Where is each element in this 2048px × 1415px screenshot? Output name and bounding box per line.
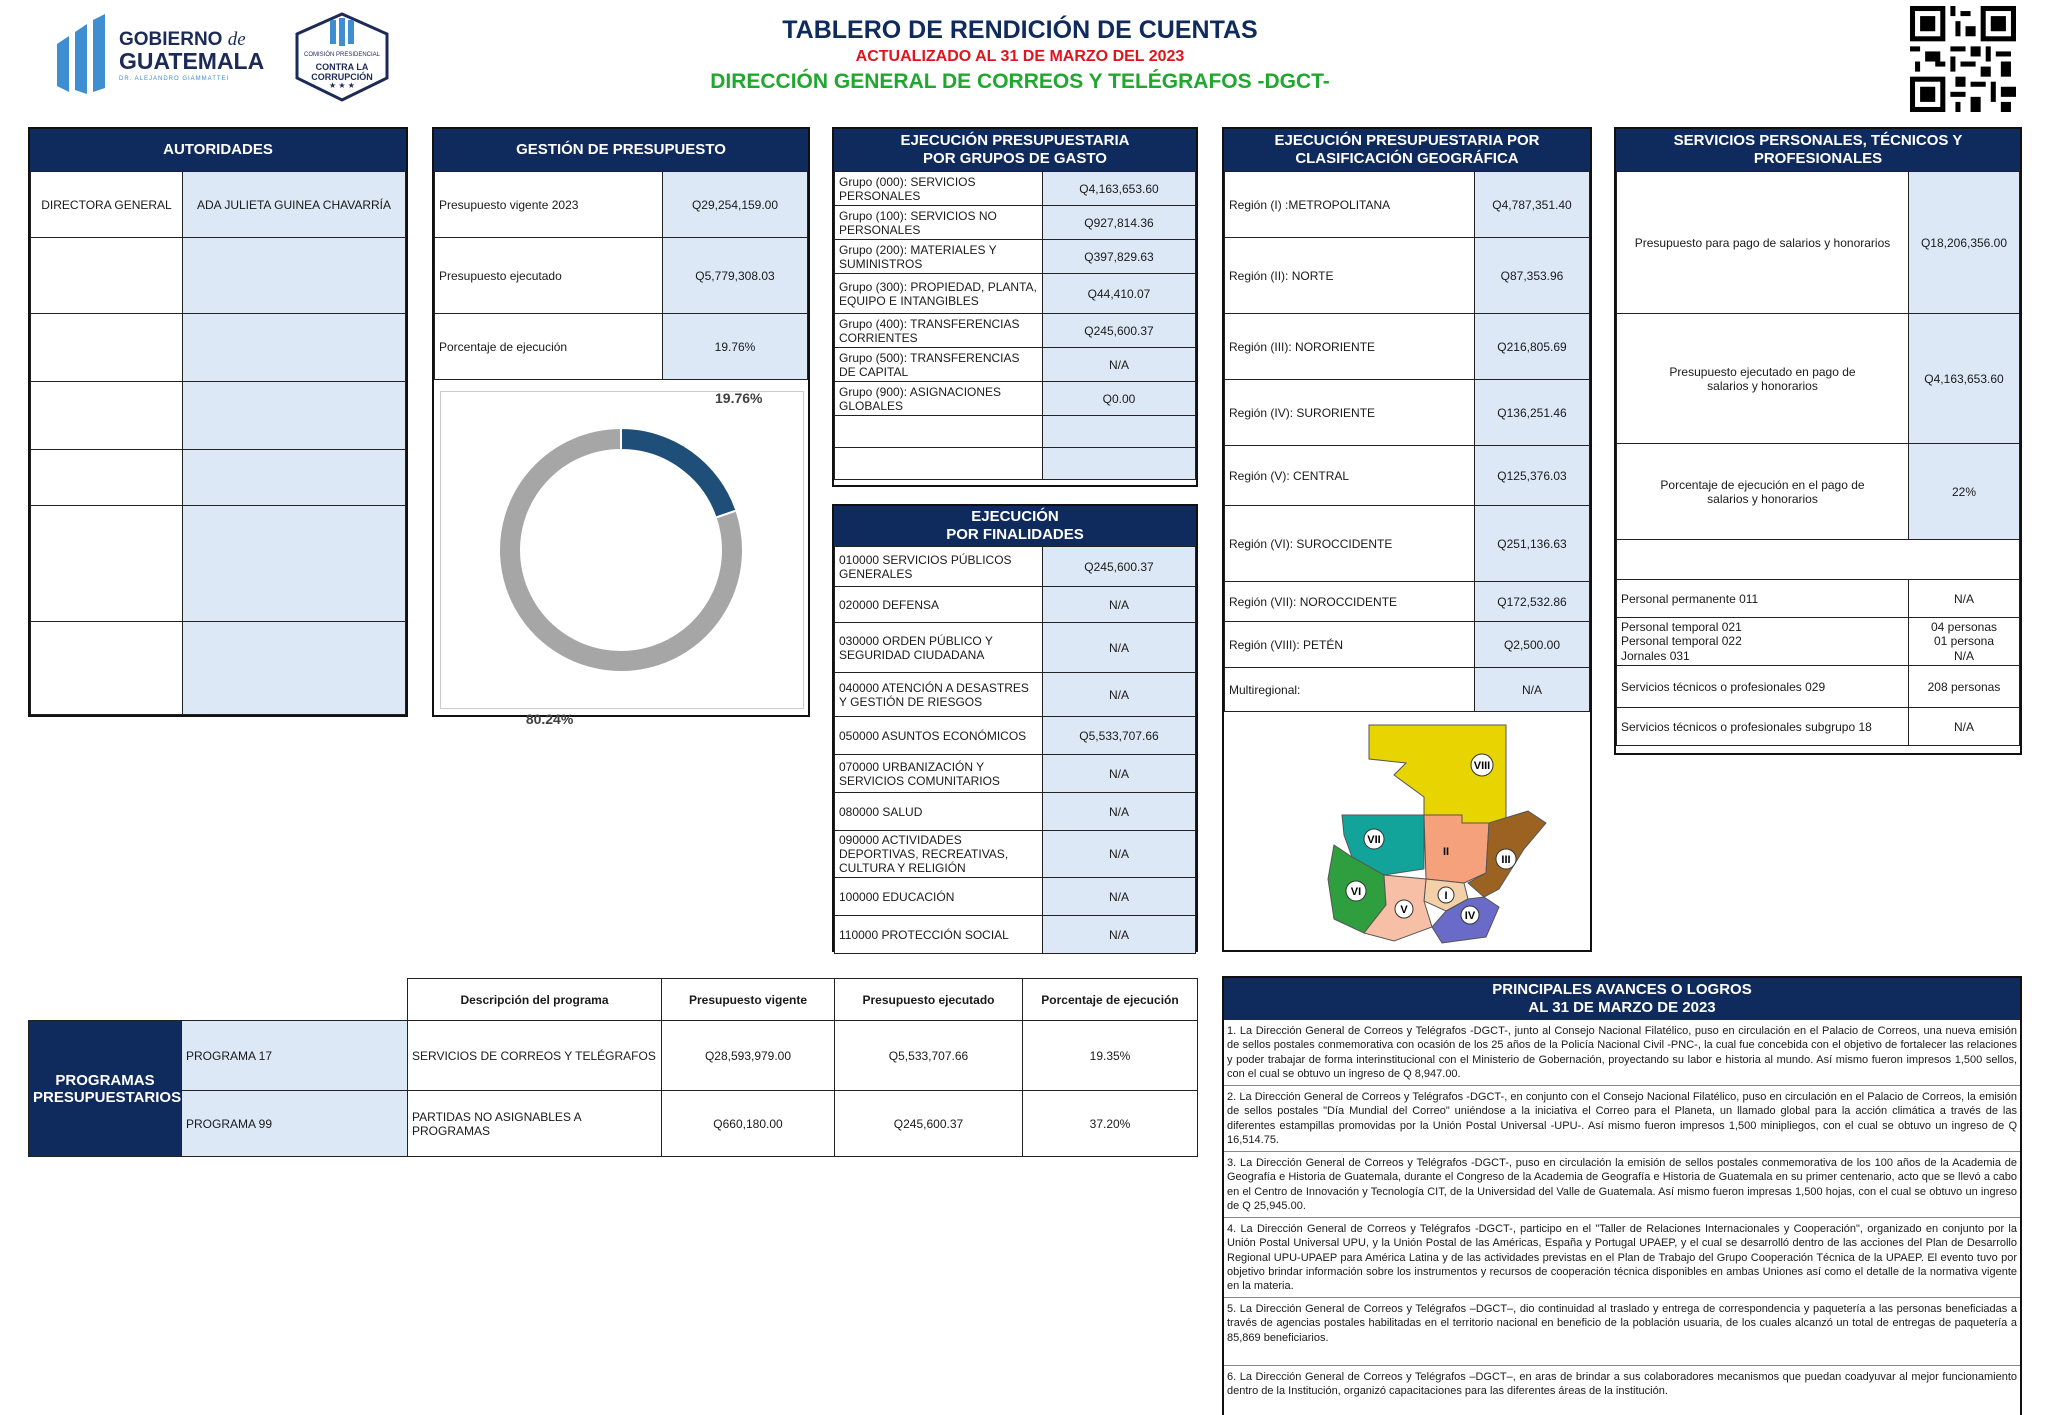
autoridades-table xyxy=(30,171,406,715)
geografica-table xyxy=(1224,171,1590,712)
logro-item: 1. La Dirección General de Correos y Telégrafos -DGCT-, junto al Consejo Nacional Filatélico, puso en circulación en el Palacio de Correos, una nueva emisión de sellos postales conmemorativa con ocasión de los 25 años de la Policía Nacional Civil -PNC-, la cual fue concebida con el objetivo de fortalecer las relaciones y poder trabajar de forma interinstitucional con el Ministerio de Gobernación, proyectando su labor e historia al mundo. Así mismo fueron impresos 1,500 sellos, con el cual se obtuvo un ingreso de Q 8,947.00. xyxy=(1224,1020,2020,1086)
servicio-label: Porcentaje de ejecución en el pago de salarios y honorarios xyxy=(1617,444,1909,540)
donut-slice-0 xyxy=(621,428,736,518)
autoridades-panel xyxy=(28,127,408,717)
presupuesto-value: 19.76% xyxy=(663,314,808,380)
logros-title: PRINCIPALES AVANCES O LOGROS AL 31 DE MARZO DE 2023 xyxy=(1224,978,2020,1020)
gasto-label: Grupo (500): TRANSFERENCIAS DE CAPITAL xyxy=(835,348,1043,382)
guatemala-regions-map xyxy=(1274,719,1574,959)
programas-section xyxy=(28,978,1198,1156)
presupuesto-table xyxy=(434,171,808,380)
region-label: Región (III): NORORIENTE xyxy=(1225,314,1475,380)
logros-panel xyxy=(1222,976,2022,1415)
table-row xyxy=(835,623,1196,673)
finalidad-label: 020000 DEFENSA xyxy=(835,587,1043,623)
staff-value: 04 personas 01 persona N/A xyxy=(1909,618,2020,666)
autoridades-title: AUTORIDADES xyxy=(30,129,406,171)
column-header: Descripción del programa xyxy=(408,979,662,1021)
table-row xyxy=(835,673,1196,717)
table-row xyxy=(835,717,1196,755)
table-row xyxy=(1617,580,2020,618)
region-value: Q216,805.69 xyxy=(1475,314,1590,380)
finalidad-value: N/A xyxy=(1043,673,1196,717)
region-label: Multiregional: xyxy=(1225,668,1475,712)
region-value: N/A xyxy=(1475,668,1590,712)
entity-name: DIRECCIÓN GENERAL DE CORREOS Y TELÉGRAFOS -DGCT- xyxy=(710,70,1330,93)
finalidad-label: 050000 ASUNTOS ECONÓMICOS xyxy=(835,717,1043,755)
staff-value: N/A xyxy=(1909,708,2020,746)
gov-logo-de: de xyxy=(227,29,246,50)
geografica-panel xyxy=(1222,127,1592,952)
servicio-value: Q4,163,653.60 xyxy=(1909,314,2020,444)
servicios-table xyxy=(1616,171,2020,746)
table-row xyxy=(835,916,1196,954)
staff-label: Servicios técnicos o profesionales 029 xyxy=(1617,666,1909,708)
presupuesto-value: Q29,254,159.00 xyxy=(663,172,808,238)
table-row xyxy=(1225,668,1590,712)
map-label-vii: VII xyxy=(1367,834,1381,846)
map-label-i: I xyxy=(1444,890,1448,902)
table-row xyxy=(31,172,406,238)
finalidades-title: EJECUCIÓN POR FINALIDADES xyxy=(834,506,1196,546)
finalidad-value: N/A xyxy=(1043,755,1196,793)
region-label: Región (I) :METROPOLITANA xyxy=(1225,172,1475,238)
table-row xyxy=(1617,708,2020,746)
table-row xyxy=(435,238,808,314)
table-row xyxy=(1225,314,1590,380)
table-row xyxy=(31,622,406,715)
gasto-title: EJECUCIÓN PRESUPUESTARIA POR GRUPOS DE GASTO xyxy=(834,129,1196,171)
servicios-panel xyxy=(1614,127,2022,755)
table-row xyxy=(1617,314,2020,444)
presupuesto-label: Presupuesto ejecutado xyxy=(435,238,663,314)
finalidad-label: 040000 ATENCIÓN A DESASTRES Y GESTIÓN DE RIESGOS xyxy=(835,673,1043,717)
finalidad-value: N/A xyxy=(1043,831,1196,878)
table-row xyxy=(31,238,406,314)
presupuesto-label: Porcentaje de ejecución xyxy=(435,314,663,380)
program-name: PROGRAMA 17 xyxy=(182,1021,408,1091)
donut-chart-frame xyxy=(440,389,804,727)
column-header: Presupuesto ejecutado xyxy=(835,979,1023,1021)
gasto-value: Q44,410.07 xyxy=(1043,274,1196,314)
page-title: TABLERO DE RENDICIÓN DE CUENTAS xyxy=(782,16,1258,44)
gov-logo-line2: GUATEMALA xyxy=(119,48,265,74)
staff-value: 208 personas xyxy=(1909,666,2020,708)
program-pct: 19.35% xyxy=(1023,1021,1198,1091)
region-label: Región (IV): SURORIENTE xyxy=(1225,380,1475,446)
finalidad-value: N/A xyxy=(1043,878,1196,916)
region-value: Q251,136.63 xyxy=(1475,506,1590,582)
logro-item: 5. La Dirección General de Correos y Telégrafos –DGCT–, dio continuidad al traslado y entrega de correspondencia y paquetería a las personas beneficiadas a través de agencias postales habilitadas en el territorio nacional en beneficio de la población usuaria, de los cuales alcanzó un total de entregas de paquetería a 85,869 beneficiarios. xyxy=(1224,1298,2020,1366)
region-value: Q172,532.86 xyxy=(1475,582,1590,622)
updated-date: ACTUALIZADO AL 31 DE MARZO DEL 2023 xyxy=(855,48,1185,65)
column-header: Presupuesto vigente xyxy=(662,979,835,1021)
program-name: PROGRAMA 99 xyxy=(182,1091,408,1157)
commission-line1: COMISIÓN PRESIDENCIAL xyxy=(303,52,380,58)
staff-label: Personal temporal 021 Personal temporal 022 Jornales 031 xyxy=(1617,618,1909,666)
government-logo xyxy=(55,14,265,96)
region-label: Región (VII): NOROCCIDENTE xyxy=(1225,582,1475,622)
table-row xyxy=(29,1021,1198,1091)
program-ejecutado: Q5,533,707.66 xyxy=(835,1021,1023,1091)
region-label: Región (II): NORTE xyxy=(1225,238,1475,314)
table-row xyxy=(31,506,406,622)
gasto-label: Grupo (000): SERVICIOS PERSONALES xyxy=(835,172,1043,206)
servicio-value: 22% xyxy=(1909,444,2020,540)
budget-donut-chart xyxy=(441,389,803,727)
map-label-iii: III xyxy=(1501,854,1511,866)
qr-code-icon xyxy=(1904,6,2022,112)
region-value: Q2,500.00 xyxy=(1475,622,1590,668)
autoridad-name: ADA JULIETA GUINEA CHAVARRÍA xyxy=(183,172,406,238)
gasto-table xyxy=(834,171,1196,480)
staff-label: Servicios técnicos o profesionales subgrupo 18 xyxy=(1617,708,1909,746)
table-row xyxy=(1617,618,2020,666)
gasto-value: N/A xyxy=(1043,348,1196,382)
finalidad-value: Q5,533,707.66 xyxy=(1043,717,1196,755)
gasto-label: Grupo (100): SERVICIOS NO PERSONALES xyxy=(835,206,1043,240)
gasto-value: Q927,814.36 xyxy=(1043,206,1196,240)
region-value: Q87,353.96 xyxy=(1475,238,1590,314)
presupuesto-label: Presupuesto vigente 2023 xyxy=(435,172,663,238)
finalidades-table xyxy=(834,546,1196,954)
finalidad-value: N/A xyxy=(1043,793,1196,831)
guatemala-flag-bars-icon xyxy=(55,14,115,94)
table-row xyxy=(31,382,406,450)
region-label: Región (VIII): PETÉN xyxy=(1225,622,1475,668)
servicio-value: Q18,206,356.00 xyxy=(1909,172,2020,314)
table-row xyxy=(835,587,1196,623)
table-row xyxy=(835,793,1196,831)
donut-label-0: 19.76% xyxy=(715,389,763,406)
region-value: Q136,251.46 xyxy=(1475,380,1590,446)
gasto-value: Q397,829.63 xyxy=(1043,240,1196,274)
gasto-value: Q4,163,653.60 xyxy=(1043,172,1196,206)
servicio-label: Presupuesto para pago de salarios y honorarios xyxy=(1617,172,1909,314)
table-row xyxy=(835,172,1196,206)
programas-table xyxy=(28,978,1198,1157)
table-row xyxy=(835,547,1196,587)
gasto-label: Grupo (900): ASIGNACIONES GLOBALES xyxy=(835,382,1043,416)
finalidad-label: 070000 URBANIZACIÓN Y SERVICIOS COMUNITARIOS xyxy=(835,755,1043,793)
table-row xyxy=(1617,172,2020,314)
gasto-value: Q245,600.37 xyxy=(1043,314,1196,348)
programas-title: PROGRAMAS PRESUPUESTARIOS xyxy=(29,1021,182,1157)
table-row xyxy=(835,755,1196,793)
map-label-viii: VIII xyxy=(1473,760,1491,772)
program-vigente: Q660,180.00 xyxy=(662,1091,835,1157)
table-row xyxy=(31,450,406,506)
table-row xyxy=(835,314,1196,348)
finalidad-label: 110000 PROTECCIÓN SOCIAL xyxy=(835,916,1043,954)
logro-item: 6. La Dirección General de Correos y Telégrafos –DGCT–, en aras de brindar a sus colaboradores mecanismos que puedan coadyuvar al mejor funcionamiento dentro de la Institución, organizó capacitaciones para las diferentes áreas de la institución. xyxy=(1227,1371,2017,1398)
table-row xyxy=(435,172,808,238)
region-value: Q4,787,351.40 xyxy=(1475,172,1590,238)
finalidad-value: N/A xyxy=(1043,587,1196,623)
presupuesto-panel xyxy=(432,127,810,727)
geografica-title: EJECUCIÓN PRESUPUESTARIA POR CLASIFICACIÓN GEOGRÁFICA xyxy=(1224,129,1590,171)
logro-item: 4. La Dirección General de Correos y Telégrafos -DGCT-, participo en el "Taller de Relaciones Internacionales y Cooperación", organizado en conjunto por la Unión Postal Universal UPU, y la Unión Postal de las Américas, España y Portugal UPAEP, y el cual se desarrolló dentro de las acciones del Plan de Desarrollo Regional UPU-UPAEP para América Latina y de las actividades previstas en el Plan de Trabajo del Grupo Cooperación Técnica de la UPAEP. El evento tuvo por objetivo brindar información sobre los instrumentos y recursos de cooperación técnica disponibles en ambas Uniones así como el detalle de la normativa vigente en la materia. xyxy=(1224,1218,2020,1298)
finalidades-panel xyxy=(832,504,1198,952)
staff-value: N/A xyxy=(1909,580,2020,618)
servicios-title: SERVICIOS PERSONALES, TÉCNICOS Y PROFESIONALES xyxy=(1616,129,2020,171)
program-pct: 37.20% xyxy=(1023,1091,1198,1157)
gasto-value: Q0.00 xyxy=(1043,382,1196,416)
table-row xyxy=(835,382,1196,416)
table-header-row xyxy=(29,979,1198,1021)
map-label-ii: II xyxy=(1442,846,1450,858)
program-ejecutado: Q245,600.37 xyxy=(835,1091,1023,1157)
table-row xyxy=(1225,238,1590,314)
logro-item: 3. La Dirección General de Correos y Telégrafos -DGCT-, puso en circulación la emisión de sellos postales conmemorativa de los 100 años de la Academia de Geografía e Historia de Guatemala, durante el Congreso de la Academia de Geografía e Historia de Guatemala en su primer centenario, acto que se llevó a cabo en el Centro de Innovación y Tecnología CIT, de la Universidad del Valle de Guatemala. Así mismo fueron impresas 1,500 hojas, con el cual se obtuvo un ingreso de Q 25,945.00. xyxy=(1224,1152,2020,1218)
donut-label-1: 80.24% xyxy=(525,710,574,727)
table-row xyxy=(1617,444,2020,540)
finalidad-value: N/A xyxy=(1043,623,1196,673)
svg-text:★ ★ ★: ★ ★ ★ xyxy=(329,81,355,90)
finalidad-label: 100000 EDUCACIÓN xyxy=(835,878,1043,916)
servicio-label: Presupuesto ejecutado en pago de salarios y honorarios xyxy=(1617,314,1909,444)
table-row xyxy=(31,314,406,382)
table-row xyxy=(1617,666,2020,708)
region-value: Q125,376.03 xyxy=(1475,446,1590,506)
region-label: Región (V): CENTRAL xyxy=(1225,446,1475,506)
column-header: Porcentaje de ejecución xyxy=(1023,979,1198,1021)
finalidad-value: Q245,600.37 xyxy=(1043,547,1196,587)
table-row xyxy=(1225,446,1590,506)
table-row xyxy=(835,878,1196,916)
table-row xyxy=(835,831,1196,878)
region-label: Región (VI): SUROCCIDENTE xyxy=(1225,506,1475,582)
finalidad-label: 080000 SALUD xyxy=(835,793,1043,831)
commission-logo xyxy=(292,12,392,102)
finalidad-label: 090000 ACTIVIDADES DEPORTIVAS, RECREATIVAS, CULTURA Y RELIGIÓN xyxy=(835,831,1043,878)
table-row xyxy=(1225,172,1590,238)
map-label-iv: IV xyxy=(1464,910,1476,922)
presupuesto-title: GESTIÓN DE PRESUPUESTO xyxy=(434,129,808,171)
autoridad-role: DIRECTORA GENERAL xyxy=(31,172,183,238)
program-desc: PARTIDAS NO ASIGNABLES A PROGRAMAS xyxy=(408,1091,662,1157)
map-region-ii xyxy=(1424,815,1489,883)
finalidad-value: N/A xyxy=(1043,916,1196,954)
table-row xyxy=(835,448,1196,480)
commission-line2: CONTRA LA CORRUPCIÓN xyxy=(311,62,373,82)
table-row xyxy=(835,348,1196,382)
map-label-vi: VI xyxy=(1350,886,1362,898)
table-row xyxy=(1225,622,1590,668)
table-row xyxy=(29,1091,1198,1157)
table-row xyxy=(835,274,1196,314)
program-desc: SERVICIOS DE CORREOS Y TELÉGRAFOS xyxy=(408,1021,662,1091)
table-row xyxy=(1225,506,1590,582)
table-row xyxy=(1617,540,2020,580)
staff-label: Personal permanente 011 xyxy=(1617,580,1909,618)
finalidad-label: 010000 SERVICIOS PÚBLICOS GENERALES xyxy=(835,547,1043,587)
gasto-label: Grupo (200): MATERIALES Y SUMINISTROS xyxy=(835,240,1043,274)
table-row xyxy=(435,314,808,380)
program-vigente: Q28,593,979.00 xyxy=(662,1021,835,1091)
table-row xyxy=(1225,380,1590,446)
presupuesto-value: Q5,779,308.03 xyxy=(663,238,808,314)
table-row xyxy=(1225,582,1590,622)
table-row xyxy=(835,416,1196,448)
gasto-label: Grupo (400): TRANSFERENCIAS CORRIENTES xyxy=(835,314,1043,348)
finalidad-label: 030000 ORDEN PÚBLICO Y SEGURIDAD CIUDADANA xyxy=(835,623,1043,673)
gov-logo-line1: GOBIERNO xyxy=(119,29,223,50)
gasto-panel xyxy=(832,127,1198,487)
gasto-label: Grupo (300): PROPIEDAD, PLANTA, EQUIPO E INTANGIBLES xyxy=(835,274,1043,314)
logro-item: 2. La Dirección General de Correos y Telégrafos -DGCT-, en conjunto con el Consejo Nacional Filatélico, puso en circulación en el Palacio de Correos, la emisión de sellos postales "Día Mundial del Correo" uniéndose a la iniciativa el Correo para el Planeta, un llamado global para la acción climática a través de las diferentes estampillas promovidas por la Unión Postal Universal -UPU-. Así mismo fueron impresos 1,500 minipliegos, con el cual se obtuvo un ingreso de Q 16,514.75. xyxy=(1224,1086,2020,1152)
map-label-v: V xyxy=(1400,904,1408,916)
table-row xyxy=(835,206,1196,240)
gov-logo-line3: DR. ALEJANDRO GIAMMATTEI xyxy=(119,76,230,82)
table-row xyxy=(835,240,1196,274)
